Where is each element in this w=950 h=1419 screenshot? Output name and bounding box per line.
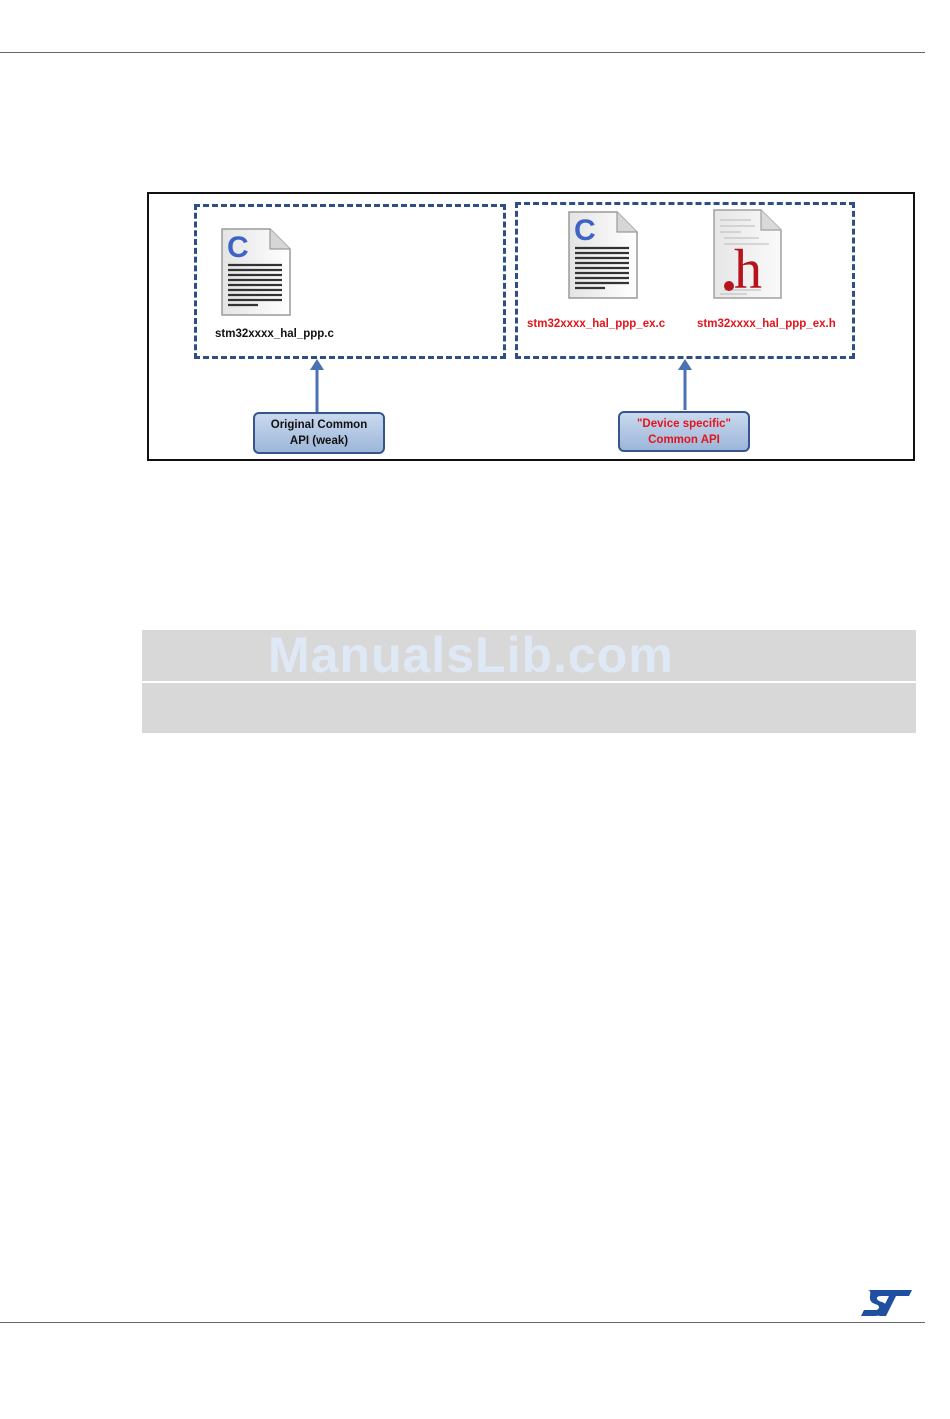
footer-rule — [0, 1322, 925, 1323]
svg-text:C: C — [227, 231, 249, 264]
callout-line: API (weak) — [289, 435, 349, 447]
common-api-arrow — [307, 358, 327, 414]
ex-c-file-label: stm32xxxx_hal_ppp_ex.c — [527, 318, 666, 330]
callout-line: "Device specific" — [636, 417, 731, 430]
hal-extension-figure — [147, 192, 915, 461]
c-source-file-icon — [218, 227, 294, 319]
header-rule — [0, 52, 925, 53]
device-specific-api-callout — [618, 411, 750, 452]
device-specific-api-arrow — [675, 358, 695, 412]
watermark: ManualsLib.com — [268, 627, 674, 683]
svg-text:h: h — [734, 239, 762, 301]
original-common-api-callout — [253, 412, 385, 454]
callout-line: Original Common — [270, 419, 368, 431]
c-source-file-icon — [565, 210, 641, 302]
h-header-file-icon — [711, 208, 785, 302]
common-c-file-label: stm32xxxx_hal_ppp.c — [215, 328, 334, 340]
st-logo-icon — [860, 1288, 914, 1318]
svg-text:C: C — [574, 214, 596, 247]
table-row — [142, 683, 916, 733]
ex-h-file-label: stm32xxxx_hal_ppp_ex.h — [697, 318, 836, 330]
callout-line: Common API — [648, 433, 720, 446]
